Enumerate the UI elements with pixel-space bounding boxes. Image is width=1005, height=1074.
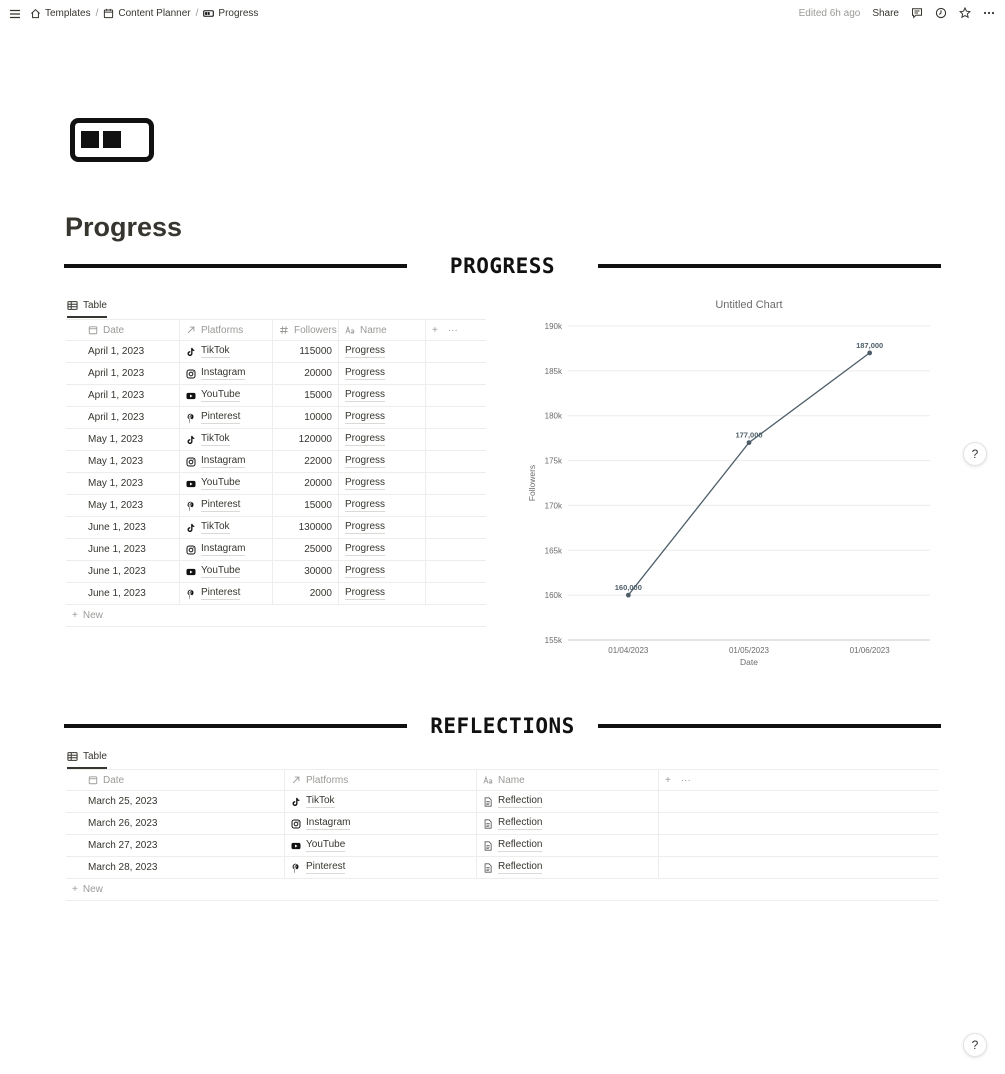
platform-link[interactable]: Pinterest <box>201 411 241 422</box>
name-link[interactable]: Reflection <box>498 817 543 828</box>
table-row[interactable] <box>66 539 486 561</box>
name-cell[interactable] <box>339 583 426 605</box>
y-tick-label: 170k <box>544 501 562 511</box>
date-cell[interactable] <box>66 813 285 835</box>
table-body <box>66 791 938 879</box>
date-cell[interactable] <box>66 341 180 363</box>
more-options-icon[interactable]: ··· <box>680 774 691 786</box>
column-header-label: Platforms <box>306 774 349 786</box>
calendar-icon <box>88 775 98 785</box>
youtube-icon <box>291 841 301 851</box>
breadcrumb-separator: / <box>95 8 99 19</box>
more-icon[interactable] <box>983 7 995 19</box>
date-value: June 1, 2023 <box>88 566 146 577</box>
empty-cell <box>426 451 486 473</box>
column-header-platforms[interactable] <box>180 319 273 341</box>
table-row[interactable] <box>66 473 486 495</box>
table-row[interactable] <box>66 341 486 363</box>
followers-value: 20000 <box>304 368 332 379</box>
y-tick-label: 185k <box>544 366 562 376</box>
breadcrumb-label: Templates <box>45 8 91 19</box>
table-row[interactable] <box>66 835 938 857</box>
chart-title: Untitled Chart <box>715 299 783 311</box>
table-row[interactable] <box>66 495 486 517</box>
platform-link[interactable]: Pinterest <box>201 499 241 510</box>
breadcrumb-separator: / <box>195 8 199 19</box>
platform-cell[interactable] <box>180 385 273 407</box>
date-cell[interactable] <box>66 561 180 583</box>
followers-value: 2000 <box>309 588 332 599</box>
column-header-name[interactable] <box>339 319 426 341</box>
tiktok-icon <box>186 347 196 357</box>
platform-link[interactable]: TikTok <box>306 795 335 806</box>
platform-icon-wrap <box>186 413 201 423</box>
youtube-icon <box>186 391 196 401</box>
date-value: April 1, 2023 <box>88 412 145 423</box>
followers-cell[interactable] <box>273 341 339 363</box>
platform-icon-wrap <box>186 479 201 489</box>
name-link[interactable]: Progress <box>345 587 386 598</box>
menu-icon[interactable] <box>9 8 21 20</box>
empty-cell <box>426 473 486 495</box>
instagram-icon <box>186 545 196 555</box>
name-cell[interactable] <box>339 495 426 517</box>
name-link[interactable]: Progress <box>345 455 386 466</box>
data-label: 160,000 <box>614 583 642 593</box>
followers-cell[interactable] <box>273 407 339 429</box>
empty-cell <box>659 791 938 813</box>
number-icon <box>279 325 289 335</box>
pinterest-icon <box>186 589 196 599</box>
platform-link[interactable]: Instagram <box>201 455 246 466</box>
tiktok-icon <box>291 797 301 807</box>
platform-cell[interactable] <box>285 791 477 813</box>
date-value: June 1, 2023 <box>88 588 146 599</box>
followers-cell[interactable] <box>273 517 339 539</box>
platform-link[interactable]: Instagram <box>201 543 246 554</box>
platform-link[interactable]: YouTube <box>201 389 241 400</box>
name-cell[interactable] <box>477 813 659 835</box>
plus-icon: + <box>72 610 78 621</box>
date-value: March 26, 2023 <box>88 818 158 829</box>
date-cell[interactable] <box>66 429 180 451</box>
platform-cell[interactable] <box>180 495 273 517</box>
date-value: April 1, 2023 <box>88 390 145 401</box>
platform-icon-wrap <box>186 435 201 445</box>
x-axis-label: Date <box>740 657 758 667</box>
followers-value: 130000 <box>298 522 332 533</box>
page-title[interactable]: Progress <box>65 212 183 242</box>
date-value: June 1, 2023 <box>88 522 146 533</box>
platform-icon-wrap <box>291 797 306 807</box>
followers-value: 10000 <box>304 412 332 423</box>
date-cell[interactable] <box>66 791 285 813</box>
page-progress-icon[interactable] <box>70 118 154 162</box>
page-doc-icon <box>483 863 493 873</box>
reflections-table <box>66 769 938 901</box>
column-header-followers[interactable] <box>273 319 339 341</box>
followers-value: 30000 <box>304 566 332 577</box>
y-tick-label: 155k <box>544 636 562 645</box>
x-tick-label: 01/04/2023 <box>608 646 649 655</box>
page-doc-icon <box>483 819 493 829</box>
column-header-date[interactable] <box>66 319 180 341</box>
date-value: March 27, 2023 <box>88 840 158 851</box>
column-header-platforms[interactable] <box>285 769 477 791</box>
date-cell[interactable] <box>66 583 180 605</box>
pinterest-icon <box>186 501 196 511</box>
table-row[interactable] <box>66 857 938 879</box>
y-tick-label: 180k <box>544 411 562 421</box>
reflections-table-view-tab[interactable] <box>67 751 107 769</box>
plus-icon: + <box>72 884 78 895</box>
date-cell[interactable] <box>66 473 180 495</box>
new-row-button[interactable] <box>66 605 486 627</box>
followers-cell[interactable] <box>273 561 339 583</box>
platform-cell[interactable] <box>285 813 477 835</box>
breadcrumb-progress[interactable] <box>203 8 258 19</box>
empty-cell <box>426 517 486 539</box>
data-label: 187,000 <box>856 340 884 350</box>
platform-cell[interactable] <box>180 341 273 363</box>
pinterest-icon <box>291 863 301 873</box>
name-link[interactable]: Progress <box>345 543 386 554</box>
data-point <box>747 440 752 445</box>
followers-cell[interactable] <box>273 495 339 517</box>
platform-icon-wrap <box>186 347 201 357</box>
platform-cell[interactable] <box>180 561 273 583</box>
platform-icon-wrap <box>186 545 201 555</box>
empty-cell <box>426 429 486 451</box>
x-tick-label: 01/05/2023 <box>728 646 770 655</box>
doc-icon-wrap <box>483 819 498 829</box>
platform-icon-wrap <box>186 457 201 467</box>
empty-cell <box>426 363 486 385</box>
text-type-icon <box>345 325 355 335</box>
platform-icon-wrap <box>186 391 201 401</box>
table-icon <box>67 751 78 762</box>
table-row[interactable] <box>66 451 486 473</box>
platform-cell[interactable] <box>180 473 273 495</box>
platform-cell[interactable] <box>285 835 477 857</box>
date-cell[interactable] <box>66 539 180 561</box>
series-line <box>628 353 869 595</box>
y-tick-label: 190k <box>544 322 562 331</box>
instagram-icon <box>186 369 196 379</box>
reflections-section-header <box>64 711 941 741</box>
empty-cell <box>426 583 486 605</box>
column-header-date[interactable] <box>66 769 285 791</box>
table-icon <box>67 300 78 311</box>
date-cell[interactable] <box>66 407 180 429</box>
followers-cell[interactable] <box>273 583 339 605</box>
table-header <box>66 319 486 341</box>
platform-icon-wrap <box>186 523 201 533</box>
name-cell[interactable] <box>339 517 426 539</box>
date-value: May 1, 2023 <box>88 434 144 445</box>
followers-value: 15000 <box>304 390 332 401</box>
date-cell[interactable] <box>66 363 180 385</box>
column-header-label: Platforms <box>201 324 244 336</box>
table-row[interactable] <box>66 363 486 385</box>
followers-cell[interactable] <box>273 385 339 407</box>
column-actions <box>426 319 486 341</box>
instagram-icon <box>291 819 301 829</box>
platform-link[interactable]: TikTok <box>201 521 230 532</box>
column-header-label: Date <box>103 774 125 786</box>
table-row[interactable] <box>66 561 486 583</box>
column-header-label: Date <box>103 324 125 336</box>
name-cell[interactable] <box>339 451 426 473</box>
followers-value: 22000 <box>304 456 332 467</box>
platform-cell[interactable] <box>285 857 477 879</box>
platform-link[interactable]: TikTok <box>201 433 230 444</box>
name-link[interactable]: Progress <box>345 565 386 576</box>
data-point <box>626 593 631 598</box>
followers-value: 15000 <box>304 500 332 511</box>
top-bar <box>0 0 1005 30</box>
platform-icon-wrap <box>186 589 201 599</box>
platform-icon-wrap <box>291 819 306 829</box>
date-cell[interactable] <box>66 835 285 857</box>
column-actions <box>659 769 938 791</box>
date-value: March 25, 2023 <box>88 796 158 807</box>
add-column-icon[interactable]: + <box>432 324 438 336</box>
section-title: REFLECTIONS <box>430 714 575 738</box>
platform-cell[interactable] <box>180 407 273 429</box>
platform-link[interactable]: Pinterest <box>201 587 241 598</box>
pinterest-icon <box>186 413 196 423</box>
platform-cell[interactable] <box>180 583 273 605</box>
platform-link[interactable]: TikTok <box>201 345 230 356</box>
table-header <box>66 769 938 791</box>
breadcrumb-content-planner[interactable] <box>103 8 190 19</box>
view-tab-label: Table <box>83 751 107 762</box>
name-cell[interactable] <box>339 561 426 583</box>
comment-icon[interactable] <box>911 7 923 19</box>
page-doc-icon <box>483 797 493 807</box>
text-type-icon <box>483 775 493 785</box>
new-row-label: New <box>82 610 103 621</box>
name-link[interactable]: Progress <box>345 345 386 356</box>
tiktok-icon <box>186 435 196 445</box>
platform-link[interactable]: Instagram <box>306 817 351 828</box>
followers-cell[interactable] <box>273 539 339 561</box>
empty-cell <box>659 813 938 835</box>
followers-value: 115000 <box>299 346 332 357</box>
platform-icon-wrap <box>291 841 306 851</box>
page-doc-icon <box>483 841 493 851</box>
instagram-icon <box>186 457 196 467</box>
doc-icon-wrap <box>483 863 498 873</box>
y-tick-label: 160k <box>544 591 562 601</box>
youtube-icon <box>186 479 196 489</box>
column-header-label: Name <box>498 774 525 786</box>
tiktok-icon <box>186 523 196 533</box>
name-link[interactable]: Progress <box>345 499 386 510</box>
platform-link[interactable]: Instagram <box>201 367 246 378</box>
platform-link[interactable]: Pinterest <box>306 861 346 872</box>
date-value: June 1, 2023 <box>88 544 146 555</box>
name-cell[interactable] <box>339 429 426 451</box>
divider-line <box>598 724 941 728</box>
more-options-icon[interactable]: ··· <box>447 324 458 336</box>
date-cell[interactable] <box>66 495 180 517</box>
chart-canvas <box>522 292 940 672</box>
date-value: May 1, 2023 <box>88 478 144 489</box>
relation-arrow-icon <box>186 325 196 335</box>
column-header-label: Name <box>360 324 387 336</box>
table-row[interactable] <box>66 407 486 429</box>
calendar-icon <box>103 8 114 19</box>
progress-table-view-tab[interactable] <box>67 300 107 318</box>
name-cell[interactable] <box>477 857 659 879</box>
help-button[interactable]: ? <box>963 442 987 466</box>
table-row[interactable] <box>66 429 486 451</box>
date-value: April 1, 2023 <box>88 368 145 379</box>
empty-cell <box>426 561 486 583</box>
table-row[interactable] <box>66 385 486 407</box>
platform-cell[interactable] <box>180 363 273 385</box>
name-cell[interactable] <box>339 539 426 561</box>
table-body <box>66 341 486 605</box>
date-cell[interactable] <box>66 517 180 539</box>
followers-value: 20000 <box>304 478 332 489</box>
home-icon <box>30 8 41 19</box>
platform-icon-wrap <box>291 863 306 873</box>
date-cell[interactable] <box>66 857 285 879</box>
table-row[interactable] <box>66 813 938 835</box>
table-row[interactable] <box>66 517 486 539</box>
date-cell[interactable] <box>66 385 180 407</box>
date-value: May 1, 2023 <box>88 500 144 511</box>
name-cell[interactable] <box>339 385 426 407</box>
empty-cell <box>659 835 938 857</box>
name-link[interactable]: Reflection <box>498 861 543 872</box>
date-cell[interactable] <box>66 451 180 473</box>
empty-cell <box>426 407 486 429</box>
name-cell[interactable] <box>477 835 659 857</box>
breadcrumb-templates[interactable] <box>30 8 91 19</box>
name-cell[interactable] <box>339 473 426 495</box>
name-link[interactable]: Progress <box>345 389 386 400</box>
name-cell[interactable] <box>477 791 659 813</box>
platform-icon-wrap <box>186 501 201 511</box>
platform-link[interactable]: YouTube <box>306 839 346 850</box>
name-cell[interactable] <box>339 407 426 429</box>
empty-cell <box>426 341 486 363</box>
followers-value: 120000 <box>298 434 332 445</box>
empty-cell <box>659 857 938 879</box>
date-value: March 28, 2023 <box>88 862 158 873</box>
help-button-bottom[interactable]: ? <box>963 1033 987 1057</box>
divider-line <box>64 264 407 268</box>
platform-icon-wrap <box>186 369 201 379</box>
relation-arrow-icon <box>291 775 301 785</box>
table-row[interactable] <box>66 791 938 813</box>
name-link[interactable]: Progress <box>345 367 386 378</box>
calendar-icon <box>88 325 98 335</box>
empty-cell <box>426 495 486 517</box>
name-link[interactable]: Progress <box>345 411 386 422</box>
name-cell[interactable] <box>339 363 426 385</box>
platform-link[interactable]: YouTube <box>201 477 241 488</box>
name-link[interactable]: Reflection <box>498 839 543 850</box>
progress-table <box>66 319 486 627</box>
new-row-button[interactable] <box>66 879 938 901</box>
name-link[interactable]: Reflection <box>498 795 543 806</box>
followers-chart <box>522 292 940 672</box>
date-value: April 1, 2023 <box>88 346 145 357</box>
breadcrumb-label: Progress <box>218 8 259 19</box>
history-icon[interactable] <box>935 7 947 19</box>
section-title: PROGRESS <box>449 254 556 278</box>
followers-cell[interactable] <box>273 473 339 495</box>
followers-cell[interactable] <box>273 363 339 385</box>
progress-section-header <box>64 251 941 281</box>
column-header-label: Followers <box>294 324 337 336</box>
share-button[interactable]: Share <box>872 7 899 19</box>
platform-cell[interactable] <box>180 451 273 473</box>
name-cell[interactable] <box>339 341 426 363</box>
name-link[interactable]: Progress <box>345 521 386 532</box>
doc-icon-wrap <box>483 797 498 807</box>
progress-icon <box>203 8 214 19</box>
divider-line <box>598 264 941 268</box>
table-row[interactable] <box>66 583 486 605</box>
column-header-name[interactable] <box>477 769 659 791</box>
youtube-icon <box>186 567 196 577</box>
breadcrumb <box>30 8 258 19</box>
x-tick-label: 01/06/2023 <box>849 646 890 655</box>
y-tick-label: 175k <box>544 456 562 466</box>
followers-value: 25000 <box>304 544 332 555</box>
divider-line <box>64 724 407 728</box>
followers-cell[interactable] <box>273 429 339 451</box>
platform-cell[interactable] <box>180 517 273 539</box>
y-tick-label: 165k <box>544 546 562 556</box>
top-actions <box>799 7 995 19</box>
data-label: 177,000 <box>735 430 763 440</box>
star-icon[interactable] <box>959 7 971 19</box>
doc-icon-wrap <box>483 841 498 851</box>
breadcrumb-label: Content Planner <box>118 8 191 19</box>
data-point <box>867 351 872 356</box>
empty-cell <box>426 539 486 561</box>
followers-cell[interactable] <box>273 451 339 473</box>
platform-icon-wrap <box>186 567 201 577</box>
view-tab-label: Table <box>83 300 107 311</box>
y-axis-label: Followers <box>527 464 537 502</box>
name-link[interactable]: Progress <box>345 433 386 444</box>
empty-cell <box>426 385 486 407</box>
date-value: May 1, 2023 <box>88 456 144 467</box>
platform-link[interactable]: YouTube <box>201 565 241 576</box>
new-row-label: New <box>82 884 103 895</box>
name-link[interactable]: Progress <box>345 477 386 488</box>
edited-status: Edited 6h ago <box>798 7 861 19</box>
platform-cell[interactable] <box>180 539 273 561</box>
add-column-icon[interactable]: + <box>665 774 671 786</box>
platform-cell[interactable] <box>180 429 273 451</box>
